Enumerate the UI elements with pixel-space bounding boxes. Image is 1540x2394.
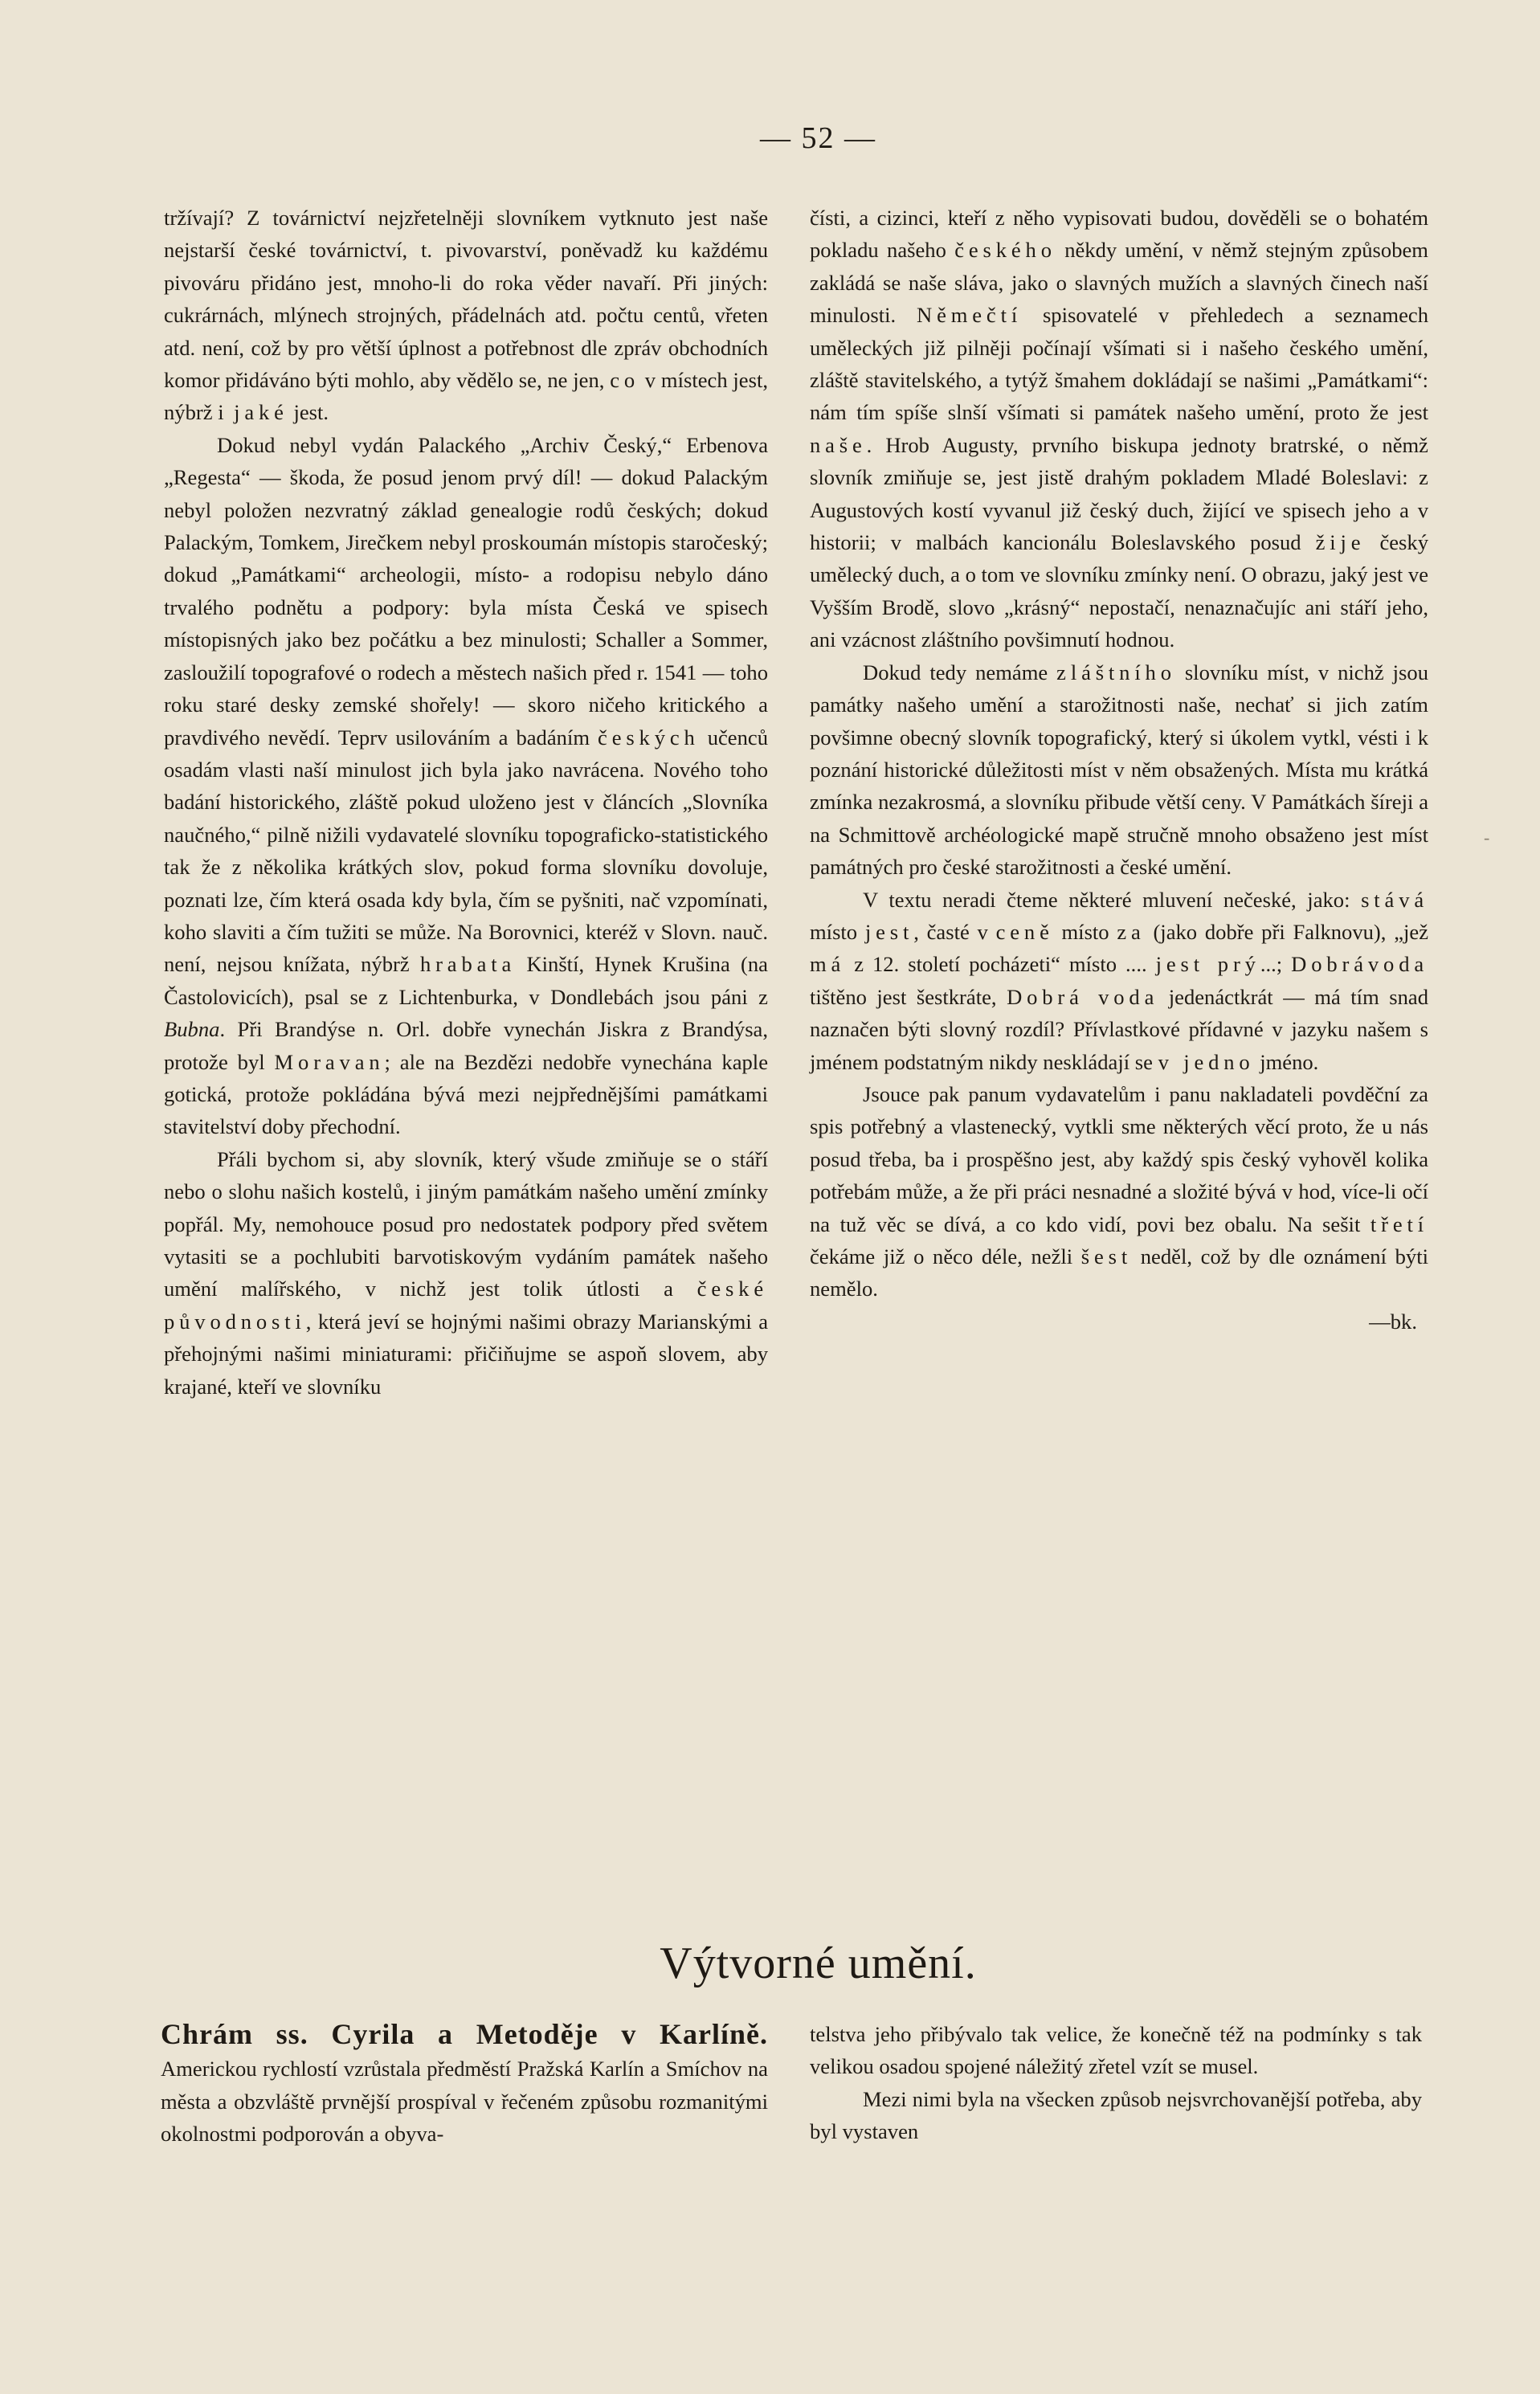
spaced-word: třetí — [1370, 1211, 1428, 1236]
text-run: (jako dobře při Falknovu), „jež — [1145, 919, 1429, 944]
text-run: Kinští, Hynek Krušina (na Častolovicích), psal se z Lichtenburka, v Dondlebách jsou páni z — [164, 952, 768, 1009]
text-run: spisovatelé v přehledech a seznamech uměleckých již pilněji počínají všímati si i našeho českého umění, zláště stavitelského, a tytýž šmahem dokládají se našimi „Památkami“: nám tím spíše slnší všímati si památek našeho umění, proto že jest — [810, 303, 1428, 425]
text-run: Dokud nebyl vydán Palackého „Archiv Český,“ Erbenova „Regesta“ — škoda, že posud jenom prvý díl! — dokud Palackým nebyl položen nezvratný základ genealogie rodů českých; dokud Palackým, Tomkem, Jirečkem nebyl proskoumán místopis staročeský; dokud „Památkami“ archeologii, místo- a rodopisu nebylo dáno trvalého podnětu a podpory: byla místa Česká ve spisech místopisných jako bez počátku a bez minulosti; Schaller a Sommer, zasloužilí topografové o rodech a městech našich před r. 1541 — toho roku staré desky zemské shořely! — skoro ničeho kritického a pravdivého nevědí. Teprv usilováním a badáním — [164, 432, 768, 750]
article-heading: Chrám ss. Cyrila a Metoděje v Karlíně. — [161, 2018, 768, 2050]
article-left-column — [161, 2018, 768, 2151]
article-paragraph-2: telstva jeho přibývalo tak velice, že konečně též na podmínky s tak velikou osadou spojené náležitý zřetel vzít se musel. — [810, 2022, 1422, 2079]
spaced-word: českého — [954, 238, 1056, 263]
spaced-word: zláštního — [1056, 660, 1176, 684]
spaced-word: českých — [598, 725, 700, 750]
article-paragraph-3: Mezi nimi byla na všecken způsob nejsvrchovanější potřeba, aby byl vystaven — [810, 2086, 1422, 2144]
spaced-word: ceně — [995, 919, 1054, 944]
text-run: . Při Brandýse n. Orl. dobře vynechán Jiskra z Brandýsa, protože byl — [164, 1017, 768, 1074]
text-run: neděl, což by dle oznámení býti nemělo. — [810, 1244, 1428, 1301]
article-right-column — [810, 2018, 1422, 2148]
spaced-word: co — [610, 368, 640, 393]
spaced-word: v jedno — [1158, 1049, 1255, 1074]
text-run: z 12. století pocházeti“ místo .... — [845, 952, 1156, 977]
spaced-word: i — [218, 400, 229, 425]
spaced-word: české původnosti — [164, 1277, 768, 1334]
text-run: , časté v — [913, 919, 996, 944]
page-number: — 52 — — [760, 121, 876, 155]
spaced-word: Němečtí — [917, 303, 1023, 328]
article-paragraph-1 — [161, 2018, 768, 2151]
signature: —bk. — [1369, 1309, 1417, 1334]
article-text: Americkou rychlostí vzrůstala předměstí Pražská Karlín a Smíchov na města a obzvláště prvnější prospíval v řečeném způsobu rozmanitými okolnostmi podporován a obyva- — [161, 2057, 768, 2147]
spaced-word: žije — [1315, 530, 1366, 555]
text-run: V textu neradi čteme některé mluvení nečeské, jako: — [863, 887, 1362, 912]
left-paragraph-2 — [164, 429, 768, 1143]
text-run: učenců osadám vlasti naší minulost jich byla jako navrácena. Nového toho badání historického, zláště pokud uloženo jest v článcích „Slovníka naučného,“ pilně nižili vydavatelé slovníku topograficko-statistického tak že z několika krátkých slov, pokud forma slovníku dovoluje, poznati lze, čím která osada kdy byla, čím se pyšniti, nač vzpomínati, koho slaviti a čím tužiti se může. Na Borovnici, kteréž v Slovn. nauč. není, nejsou knížata, nýbrž — [164, 725, 768, 977]
right-paragraph-1 — [810, 202, 1428, 656]
italic-word: Bubna — [164, 1017, 220, 1042]
text-run: místo — [810, 919, 865, 944]
text-run: v místech jest, nýbrž — [164, 368, 768, 425]
left-paragraph-3 — [164, 1143, 768, 1403]
spaced-word: Moravan — [274, 1049, 385, 1074]
right-paragraph-4 — [810, 1078, 1428, 1305]
text-run: čekáme již o něco déle, nežli — [810, 1244, 1081, 1268]
spaced-word: stává — [1361, 887, 1428, 912]
left-paragraph-1 — [164, 202, 768, 429]
text-run: tištěno jest šestkráte, — [810, 984, 1007, 1009]
spaced-word: má — [810, 952, 846, 977]
text-run: ; ale na Bezdězi nedobře vynechána kaple gotická, protože pokládána bývá mezi nejpřednějšími památkami stavitelství doby přechodní. — [164, 1049, 769, 1139]
right-paragraph-2 — [810, 656, 1428, 884]
text-run: někdy umění, v němž stejným způsobem zakládá se naše sláva, jako o slavných mužích a slavných činech naší minulosti. — [810, 238, 1428, 328]
text-run: čísti, a cizinci, kteří z něho vypisovati budou, dověděli se o bohatém pokladu našeho — [810, 206, 1428, 263]
margin-mark: - — [1484, 827, 1490, 848]
text-run: jedenáctkrát — má tím snad naznačen býti slovný rozdíl? Přívlastkové přídavné v jazyku našem s jménem podstatným nikdy neskládají se — [810, 984, 1429, 1074]
left-column — [164, 202, 768, 1403]
text-run: český umělecký duch, a o tom ve slovníku zmínky není. O obrazu, jaký jest ve Vyšším Brodě, slovo „krásný“ nepostačí, nenaznačujíc ani stáří jeho, ani vzácnost zláštního povšimnutí hodnou. — [810, 530, 1429, 652]
text-run: jméno. — [1254, 1049, 1319, 1074]
text-run: jest. — [288, 400, 329, 425]
spaced-word: za — [1117, 919, 1146, 944]
spaced-word: Dobrá voda — [1007, 984, 1159, 1009]
spaced-word: hrabata — [419, 952, 517, 977]
text-run: Jsouce pak panum vydavatelům i panu nakladateli povděční za spis potřebný a vlastenecký, vytkli sme některých věcí proto, že u nás posud třeba, ba i prospěšno jest, aby každý spis český vyhověl kolika potřebám může, a že při práci nesnadné a složité bývá v hod, více-li očí na tuž věc se dívá, a co kdo vidí, povi bez obalu. Na sešit — [810, 1081, 1428, 1236]
section-title: Výtvorné umění. — [660, 1938, 977, 1988]
text-run: místo — [1053, 919, 1117, 944]
text-run: tržívají? Z továrnictví nejzřetelněji slovníkem vytknuto jest naše nejstarší české továrnictví, t. pivovarství, poněvadž ku každému pivováru přidáno jest, mnoho-li do roka věder navaří. Při jiných: cukrárnách, mlýnech strojných, přádelnách atd. počtu centů, vřeten atd. není, což by pro větší úplnost a potřebnost dle zpráv obchodních komor přidáváno býti mohlo, aby vědělo se, ne jen, — [164, 206, 768, 393]
text-run: . Hrob Augusty, prvního biskupa jednoty bratrské, o němž slovník zmiňuje se, jest jistě drahým pokladem Mladé Boleslavi: z Augustových kostí vyvanul již český duch, žijící ve spisech jeho a v historii; v malbách kancionálu Boleslavského posud — [810, 432, 1428, 555]
text-run: , která jeví se hojnými našimi obrazy Marianskými a přehojnými našimi miniaturami: přičiňujme se aspoň slovem, aby krajané, kteří ve slovníku — [164, 1309, 768, 1399]
text-run: ...; — [1260, 952, 1292, 977]
spaced-word: naše — [810, 432, 867, 457]
text-run: slovníku míst, v nichž jsou památky našeho umění a starožitnosti naše, nechať si jich zatím povšimne obecný slovník topografický, který si úkolem vytkl, vésti i k poznání historické důležitosti míst v něm obsažených. Místa mu krátká zmínka nezakrosmá, a slovníku přibude větší ceny. V Památkách šíreji a na Schmittově archéologické mapě stručně mnoho obsaženo jest míst památných pro české starožitnosti a české umění. — [810, 660, 1429, 880]
text-run: Přáli bychom si, aby slovník, který všude zmiňuje se o stáří nebo o slohu našich kostelů, i jiným památkám našeho umění zmínky popřál. My, nemohouce posud pro nedostatek podpory před světem vytasiti se a pochlubiti barvotiskovým vydáním památek našeho umění malířského, v nichž jest tolik útlosti a — [164, 1146, 768, 1301]
right-paragraph-3 — [810, 884, 1428, 1078]
spaced-word: jaké — [234, 400, 288, 425]
spaced-word: jest — [864, 919, 914, 944]
spaced-word: Dobrávoda — [1291, 952, 1428, 977]
spaced-word: jest prý — [1155, 952, 1260, 977]
text-run: Dokud tedy nemáme — [863, 660, 1057, 684]
right-column — [810, 202, 1428, 1338]
spaced-word: šest — [1080, 1244, 1133, 1268]
